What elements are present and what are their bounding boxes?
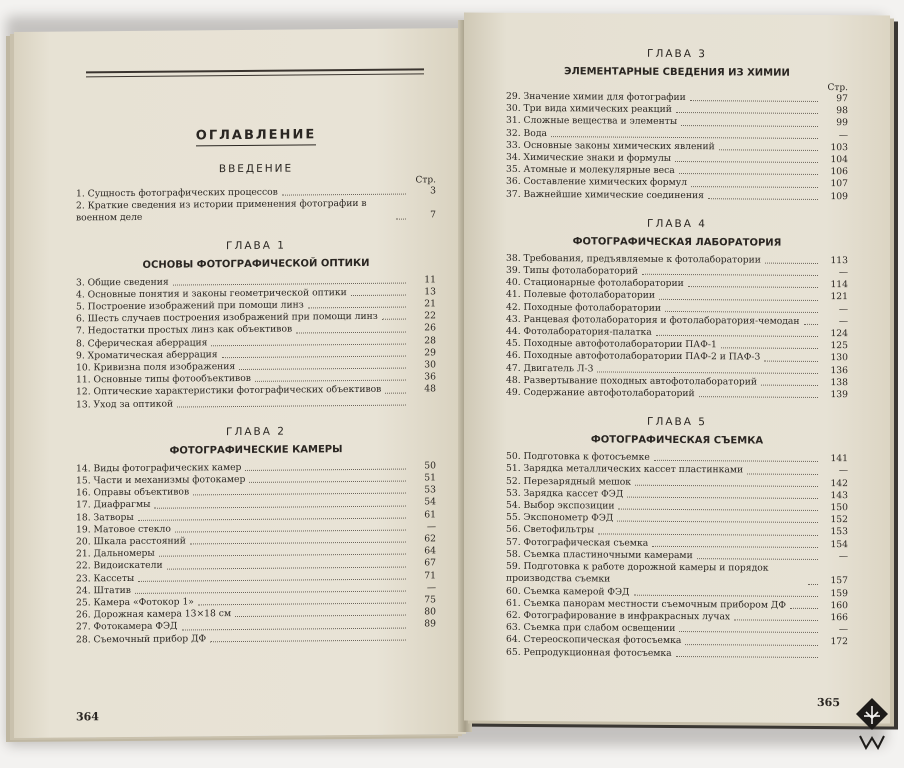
toc-entry [76, 197, 436, 225]
toc-entry-page: 143 [830, 489, 848, 502]
toc-title: ОГЛАВЛЕНИЕ [76, 126, 436, 144]
toc-entry-page: 53 [424, 484, 436, 496]
toc-entry-text: 56. Светофильтры [506, 524, 595, 536]
toc-leader-dots [193, 493, 406, 496]
toc-entry-text: 49. Содержание автофотолабораторий [506, 386, 695, 400]
toc-leader-dots [765, 263, 818, 264]
toc-entry-page: 29 [424, 347, 436, 359]
toc-leader-dots [138, 517, 406, 520]
toc-entry-text: 30. Три вида химических реакций [506, 103, 672, 116]
toc-leader-dots [697, 558, 818, 560]
toc-leader-dots [211, 343, 406, 346]
chapter-1-list [76, 274, 436, 411]
toc-leader-dots [719, 149, 818, 151]
toc-entry-page: 50 [424, 460, 436, 472]
toc-entry-text: 41. Полевые фотолаборатории [506, 289, 656, 302]
toc-entry-text: 4. Основные понятия и законы геометрической оптики [76, 286, 347, 301]
toc-entry-text: 40. Стационарные фотолаборатории [506, 277, 684, 290]
chapter-2-heading: ФОТОГРАФИЧЕСКИЕ КАМЕРЫ [169, 443, 343, 457]
toc-entry-page: 107 [830, 178, 848, 190]
toc-leader-dots [642, 274, 818, 276]
toc-entry-page: 62 [424, 533, 436, 545]
toc-entry-page: 48 [424, 383, 436, 395]
toc-entry-text: 64. Стереоскопическая фотосъемка [506, 634, 682, 647]
toc-entry-page: 125 [830, 340, 848, 352]
toc-entry-page: 21 [424, 298, 436, 310]
toc-leader-dots [182, 627, 406, 630]
toc-entry-page: 130 [830, 352, 848, 364]
toc-leader-dots [808, 583, 818, 584]
toc-leader-dots [190, 542, 406, 545]
right-page [464, 13, 890, 724]
toc-entry-text: 23. Кассеты [76, 572, 135, 585]
toc-entry-page: 159 [830, 587, 848, 599]
toc-leader-dots [177, 404, 406, 407]
toc-entry-page: 61 [424, 508, 436, 521]
toc-entry-page: 98 [836, 105, 848, 117]
header-rule [86, 68, 424, 77]
toc-entry-page: — [426, 582, 436, 594]
toc-leader-dots [235, 615, 406, 617]
toc-leader-dots [627, 497, 818, 499]
toc-entry-page: — [838, 129, 848, 141]
toc-leader-dots [676, 112, 818, 114]
toc-leader-dots [173, 282, 406, 285]
toc-entry-text: 12. Оптические характеристики фотографических объективов [76, 384, 382, 398]
toc-entry-text: 22. Видоискатели [76, 560, 163, 572]
toc-entry-page: 106 [830, 166, 848, 178]
intro-list [76, 185, 436, 225]
toc-entry-text: 20. Шкала расстояний [76, 535, 186, 548]
toc-leader-dots [721, 348, 818, 350]
toc-entry-page: 64 [424, 545, 436, 557]
toc-entry-text: 62. Фотографирование в инфракрасных лучах [506, 609, 731, 623]
toc-entry-page: 153 [830, 526, 848, 538]
toc-entry-text: 46. Походные автофотолаборатории ПАФ-2 и ПАФ-3 [506, 350, 761, 364]
toc-leader-dots [154, 505, 406, 508]
toc-entry-page: 139 [830, 389, 848, 401]
toc-leader-dots [656, 335, 818, 337]
toc-leader-dots [159, 554, 406, 557]
toc-entry-text: 50. Подготовка к фотосъемке [506, 451, 650, 464]
toc-leader-dots [617, 521, 818, 523]
toc-leader-dots [597, 371, 818, 374]
chapter-2-label: ГЛАВА 2 [226, 425, 286, 438]
page-number-right: 365 [817, 695, 840, 710]
chapter-3-label: ГЛАВА 3 [647, 47, 707, 61]
toc-entry-text: 18. Затворы [76, 511, 134, 524]
toc-entry-page: — [426, 521, 436, 533]
toc-leader-dots [551, 136, 818, 139]
toc-entry-text: 8. Сферическая аберрация [76, 336, 208, 350]
toc-entry-text: 25. Камера «Фотокор 1» [76, 596, 194, 609]
toc-entry-page: 104 [830, 154, 848, 166]
toc-entry [76, 631, 436, 646]
chapter-4-heading: ФОТОГРАФИЧЕСКАЯ ЛАБОРАТОРИЯ [572, 236, 782, 249]
toc-leader-dots [249, 481, 406, 483]
toc-leader-dots [255, 380, 406, 382]
toc-leader-dots [652, 546, 818, 548]
toc-entry-page: 71 [424, 569, 436, 582]
toc-entry-text: 42. Походные фотолаборатории [506, 301, 662, 314]
toc-entry-page: — [838, 624, 848, 636]
toc-entry-page: 152 [830, 514, 848, 526]
toc-entry-page: 142 [830, 477, 848, 489]
toc-entry-page: 36 [424, 371, 436, 383]
toc-entry [506, 646, 848, 661]
toc-leader-dots [385, 392, 406, 393]
toc-entry-page: 11 [424, 273, 436, 286]
toc-entry-text: 61. Съемка панорам местности съемочным прибором ДФ [506, 597, 786, 611]
toc-leader-dots [175, 530, 406, 533]
toc-leader-dots [679, 173, 818, 175]
toc-entry-page: 114 [830, 279, 848, 291]
chapter-5-label: ГЛАВА 5 [647, 416, 707, 429]
toc-entry-page: 28 [424, 334, 436, 347]
toc-entry-text: 11. Основные типы фотообъективов [76, 373, 251, 386]
toc-leader-dots [734, 620, 818, 622]
toc-leader-dots [691, 186, 818, 188]
toc-entry-text: 10. Кривизна поля изображения [76, 361, 236, 374]
chapter-3-heading: ЭЛЕМЕНТАРНЫЕ СВЕДЕНИЯ ИЗ ХИМИИ [564, 66, 790, 79]
toc-leader-dots [598, 533, 818, 536]
toc-entry-page: 89 [424, 618, 436, 630]
toc-entry-text: 7. Недостатки простых линз как объективов [76, 323, 293, 337]
chapter-3-list [506, 91, 848, 203]
toc-entry-page: 54 [424, 496, 436, 508]
page-column-label-right: Стр. [827, 83, 848, 94]
toc-entry-text: 2. Краткие сведения из истории применения фотографии в военном деле [76, 198, 367, 224]
toc-entry-text: 14. Виды фотографических камер [76, 461, 242, 475]
toc-entry-text: 33. Основные законы химических явлений [506, 139, 715, 153]
toc-entry-text: 51. Зарядка металлических кассет пластинками [506, 463, 744, 476]
toc-entry-page: 172 [830, 636, 848, 648]
chapter-5-list [506, 451, 848, 661]
toc-entry-text: 45. Походные автофотолаборатории ПАФ-1 [506, 338, 717, 351]
toc-entry-page: 3 [430, 185, 436, 197]
toc-leader-dots [351, 295, 406, 296]
toc-entry-page: 109 [830, 190, 848, 202]
intro-label: ВВЕДЕНИЕ [218, 162, 294, 176]
toc-entry-page: 67 [424, 557, 436, 569]
toc-entry-text: 31. Сложные вещества и элементы [506, 115, 678, 128]
toc-entry-page: 136 [830, 364, 848, 376]
toc-leader-dots [222, 356, 406, 359]
toc-leader-dots [282, 194, 406, 196]
toc-leader-dots [699, 396, 818, 398]
toc-entry-text: 43. Ранцевая фотолаборатория и фотолаборатория-чемодан [506, 313, 800, 327]
toc-entry-page: — [838, 267, 848, 279]
toc-leader-dots [764, 360, 818, 361]
chapter-2-list [76, 460, 436, 646]
toc-entry-text: 17. Диафрагмы [76, 499, 151, 511]
toc-entry-text: 52. Перезарядный мешок [506, 475, 632, 488]
toc-leader-dots [665, 311, 818, 313]
toc-entry-text: 35. Атомные и молекулярные веса [506, 164, 675, 177]
watermark-logo-icon [852, 694, 892, 750]
toc-entry-page: 138 [830, 376, 848, 389]
toc-leader-dots [296, 331, 406, 333]
toc-entry-page: 51 [424, 472, 436, 484]
chapter-1-label: ГЛАВА 1 [226, 239, 286, 252]
toc-entry-page: 26 [424, 322, 436, 334]
toc-leader-dots [790, 608, 818, 609]
toc-leader-dots [635, 485, 818, 487]
toc-entry-text: 65. Репродукционная фотосъемка [506, 646, 672, 659]
toc-entry-text: 21. Дальномеры [76, 548, 155, 560]
toc-entry-page: 97 [836, 93, 848, 105]
toc-entry-page: 103 [830, 141, 848, 154]
toc-entry-page: 150 [830, 502, 848, 514]
toc-entry [506, 561, 848, 588]
toc-entry-page: — [838, 465, 848, 477]
toc-leader-dots [804, 324, 818, 325]
toc-entry-text: 58. Съемка пластиночными камерами [506, 548, 693, 562]
toc-entry-page: 7 [430, 209, 436, 221]
toc-entry-text: 26. Дорожная камера 13×18 см [76, 608, 232, 621]
toc-entry-page: 121 [830, 291, 848, 303]
toc-entry-text: 15. Части и механизмы фотокамер [76, 474, 246, 487]
toc-entry-text: 16. Оправы объективов [76, 486, 190, 499]
toc-entry [506, 188, 848, 203]
toc-entry-page: 157 [830, 575, 848, 587]
toc-entry-page: 154 [830, 538, 848, 550]
toc-leader-dots [135, 591, 406, 594]
page-number-left: 364 [76, 710, 99, 724]
toc-leader-dots [308, 307, 406, 309]
toc-leader-dots [138, 578, 406, 581]
toc-entry [506, 387, 848, 402]
toc-entry-page: 160 [830, 599, 848, 611]
toc-entry-page: 141 [830, 453, 848, 465]
toc-entry-page: 30 [424, 359, 436, 371]
toc-entry-page: 22 [424, 310, 436, 322]
toc-entry-text: 27. Фотокамера ФЭД [76, 621, 178, 633]
toc-entry-text: 1. Сущность фотографических процессов [76, 186, 278, 200]
toc-entry-text: 3. Общие сведения [76, 276, 169, 289]
toc-leader-dots [239, 368, 406, 370]
toc-entry-text: 32. Вода [506, 127, 547, 139]
toc-leader-dots [688, 287, 818, 289]
toc-entry-text: 39. Типы фотолабораторий [506, 264, 638, 277]
toc-entry-text: 28. Съемочный прибор ДФ [76, 632, 207, 646]
left-page [14, 28, 466, 738]
toc-entry-page: 99 [836, 117, 848, 129]
toc-entry-page: 113 [830, 254, 848, 267]
toc-entry-text: 63. Съемка при слабом освещении [506, 621, 676, 635]
toc-leader-dots [708, 198, 818, 200]
toc-leader-dots [245, 469, 406, 471]
toc-entry-text: 60. Съемка камерой ФЭД [506, 585, 630, 598]
toc-entry-text: 24. Штатив [76, 584, 131, 597]
toc-entry-text: 54. Выбор экспозиции [506, 499, 615, 512]
toc-entry-page: — [838, 551, 848, 563]
toc-leader-dots [210, 639, 406, 642]
toc-entry-page: 13 [424, 286, 436, 298]
toc-entry-text: 55. Экспонометр ФЭД [506, 512, 614, 524]
toc-leader-dots [690, 100, 818, 102]
toc-entry-page: 124 [830, 328, 848, 340]
toc-leader-dots [396, 218, 406, 219]
toc-leader-dots [198, 603, 406, 606]
toc-leader-dots [659, 299, 818, 301]
toc-entry [506, 115, 848, 130]
toc-entry-text: 5. Построение изображений при помощи линз [76, 299, 304, 313]
toc-entry-text: 37. Важнейшие химические соединения [506, 188, 704, 201]
toc-entry-text: 59. Подготовка к работе дорожной камеры и порядок производства съемки [506, 560, 769, 585]
toc-entry-text: 6. Шесть случаев построения изображений при помощи линз [76, 311, 378, 325]
chapter-1-heading: ОСНОВЫ ФОТОГРАФИЧЕСКОЙ ОПТИКИ [142, 257, 370, 271]
toc-leader-dots [679, 631, 818, 633]
toc-entry-text: 29. Значение химии для фотографии [506, 90, 686, 104]
toc-entry-text: 9. Хроматическая аберрация [76, 349, 218, 362]
toc-entry-text: 44. Фотолаборатория-палатка [506, 325, 652, 338]
toc-leader-dots [761, 385, 818, 386]
toc-entry-text: 36. Составление химических формул [506, 176, 688, 189]
toc-entry-page: 80 [424, 606, 436, 618]
toc-entry-text: 48. Развертывание походных автофотолабораторий [506, 374, 757, 388]
toc-entry-text: 57. Фотографическая съемка [506, 536, 649, 549]
toc-entry-text: 34. Химические знаки и формулы [506, 151, 672, 164]
toc-leader-dots [167, 566, 406, 569]
toc-entry-text: 53. Зарядка кассет ФЭД [506, 487, 624, 500]
chapter-5-heading: ФОТОГРАФИЧЕСКАЯ СЪЕМКА [590, 434, 764, 447]
toc-leader-dots [685, 644, 818, 646]
toc-entry [76, 396, 436, 411]
toc-entry-page: — [838, 315, 848, 328]
toc-leader-dots [654, 460, 818, 462]
toc-leader-dots [681, 125, 818, 127]
toc-entry-text: 19. Матовое стекло [76, 523, 171, 536]
toc-entry-text: 13. Уход за оптикой [76, 398, 174, 411]
toc-leader-dots [747, 473, 818, 474]
toc-entry-page: 75 [424, 594, 436, 606]
toc-leader-dots [634, 594, 818, 596]
toc-entry-text: 38. Требования, предъявляемые к фотолаборатории [506, 252, 761, 266]
toc-entry-page: 166 [830, 611, 848, 624]
toc-leader-dots [676, 656, 818, 658]
toc-entry-page: — [838, 303, 848, 315]
page-column-label: Стр. [415, 175, 436, 186]
toc-leader-dots [618, 509, 818, 511]
chapter-4-list [506, 253, 848, 402]
toc-leader-dots [382, 319, 406, 320]
toc-leader-dots [675, 161, 818, 163]
chapter-4-label: ГЛАВА 4 [647, 217, 707, 231]
toc-entry-text: 47. Двигатель Л-3 [506, 362, 594, 375]
